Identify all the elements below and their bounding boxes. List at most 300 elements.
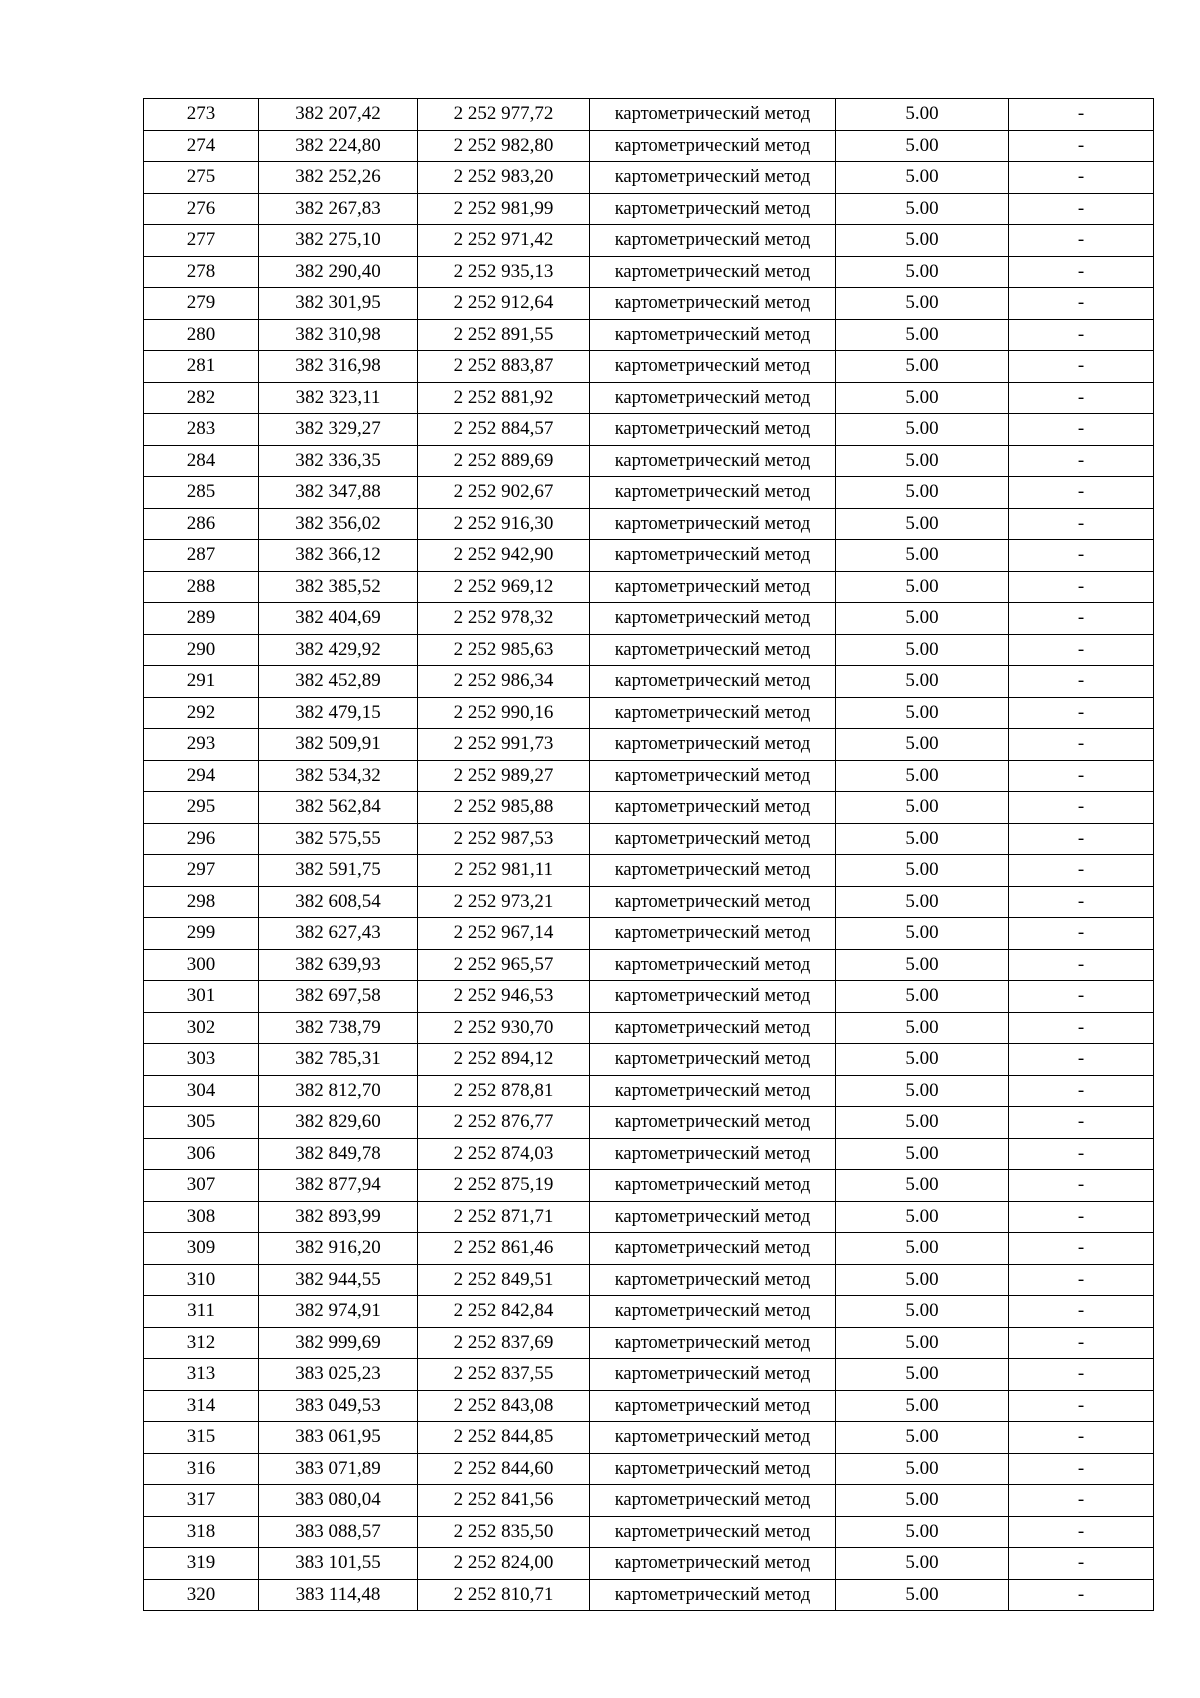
y-coordinate-cell: 2 252 841,56: [418, 1485, 590, 1517]
point-number-cell: 297: [144, 855, 259, 887]
note-cell: -: [1009, 1296, 1154, 1328]
table-row: [144, 729, 1154, 761]
note-cell: -: [1009, 697, 1154, 729]
method-cell: картометрический метод: [590, 193, 836, 225]
note-cell: -: [1009, 1044, 1154, 1076]
point-number-cell: 288: [144, 571, 259, 603]
x-coordinate-cell: 383 088,57: [259, 1516, 418, 1548]
method-cell: картометрический метод: [590, 855, 836, 887]
table-row: [144, 886, 1154, 918]
y-coordinate-cell: 2 252 874,03: [418, 1138, 590, 1170]
y-coordinate-cell: 2 252 824,00: [418, 1548, 590, 1580]
method-cell: картометрический метод: [590, 508, 836, 540]
method-cell: картометрический метод: [590, 1201, 836, 1233]
y-coordinate-cell: 2 252 875,19: [418, 1170, 590, 1202]
method-cell: картометрический метод: [590, 1327, 836, 1359]
accuracy-cell: 5.00: [836, 634, 1009, 666]
method-cell: картометрический метод: [590, 1170, 836, 1202]
x-coordinate-cell: 382 404,69: [259, 603, 418, 635]
table-row: [144, 351, 1154, 383]
table-row: [144, 1327, 1154, 1359]
point-number-cell: 320: [144, 1579, 259, 1611]
table-row: [144, 1296, 1154, 1328]
table-row: [144, 1201, 1154, 1233]
method-cell: картометрический метод: [590, 540, 836, 572]
x-coordinate-cell: 382 290,40: [259, 256, 418, 288]
note-cell: -: [1009, 130, 1154, 162]
note-cell: -: [1009, 823, 1154, 855]
x-coordinate-cell: 382 509,91: [259, 729, 418, 761]
table-row: [144, 193, 1154, 225]
table-row: [144, 1359, 1154, 1391]
note-cell: -: [1009, 792, 1154, 824]
point-number-cell: 295: [144, 792, 259, 824]
x-coordinate-cell: 383 025,23: [259, 1359, 418, 1391]
point-number-cell: 319: [144, 1548, 259, 1580]
point-number-cell: 274: [144, 130, 259, 162]
accuracy-cell: 5.00: [836, 1390, 1009, 1422]
y-coordinate-cell: 2 252 878,81: [418, 1075, 590, 1107]
accuracy-cell: 5.00: [836, 1138, 1009, 1170]
table-row: [144, 1264, 1154, 1296]
method-cell: картометрический метод: [590, 1264, 836, 1296]
accuracy-cell: 5.00: [836, 351, 1009, 383]
accuracy-cell: 5.00: [836, 1201, 1009, 1233]
y-coordinate-cell: 2 252 981,99: [418, 193, 590, 225]
point-number-cell: 312: [144, 1327, 259, 1359]
accuracy-cell: 5.00: [836, 792, 1009, 824]
table-row: [144, 162, 1154, 194]
y-coordinate-cell: 2 252 981,11: [418, 855, 590, 887]
table-row: [144, 571, 1154, 603]
method-cell: картометрический метод: [590, 949, 836, 981]
accuracy-cell: 5.00: [836, 130, 1009, 162]
x-coordinate-cell: 382 275,10: [259, 225, 418, 257]
point-number-cell: 296: [144, 823, 259, 855]
accuracy-cell: 5.00: [836, 1485, 1009, 1517]
accuracy-cell: 5.00: [836, 256, 1009, 288]
x-coordinate-cell: 382 252,26: [259, 162, 418, 194]
accuracy-cell: 5.00: [836, 99, 1009, 131]
accuracy-cell: 5.00: [836, 1296, 1009, 1328]
point-number-cell: 280: [144, 319, 259, 351]
table-row: [144, 855, 1154, 887]
note-cell: -: [1009, 760, 1154, 792]
y-coordinate-cell: 2 252 842,84: [418, 1296, 590, 1328]
point-number-cell: 273: [144, 99, 259, 131]
note-cell: -: [1009, 193, 1154, 225]
x-coordinate-cell: 382 323,11: [259, 382, 418, 414]
point-number-cell: 316: [144, 1453, 259, 1485]
accuracy-cell: 5.00: [836, 823, 1009, 855]
x-coordinate-cell: 382 452,89: [259, 666, 418, 698]
note-cell: -: [1009, 1579, 1154, 1611]
accuracy-cell: 5.00: [836, 319, 1009, 351]
accuracy-cell: 5.00: [836, 666, 1009, 698]
accuracy-cell: 5.00: [836, 918, 1009, 950]
method-cell: картометрический метод: [590, 760, 836, 792]
y-coordinate-cell: 2 252 985,63: [418, 634, 590, 666]
x-coordinate-cell: 382 697,58: [259, 981, 418, 1013]
y-coordinate-cell: 2 252 837,55: [418, 1359, 590, 1391]
y-coordinate-cell: 2 252 985,88: [418, 792, 590, 824]
note-cell: -: [1009, 918, 1154, 950]
method-cell: картометрический метод: [590, 1485, 836, 1517]
accuracy-cell: 5.00: [836, 1044, 1009, 1076]
accuracy-cell: 5.00: [836, 886, 1009, 918]
table-row: [144, 130, 1154, 162]
note-cell: -: [1009, 414, 1154, 446]
x-coordinate-cell: 382 893,99: [259, 1201, 418, 1233]
table-row: [144, 414, 1154, 446]
note-cell: -: [1009, 1453, 1154, 1485]
accuracy-cell: 5.00: [836, 1233, 1009, 1265]
note-cell: -: [1009, 477, 1154, 509]
point-number-cell: 302: [144, 1012, 259, 1044]
x-coordinate-cell: 382 627,43: [259, 918, 418, 950]
table-row: [144, 99, 1154, 131]
y-coordinate-cell: 2 252 843,08: [418, 1390, 590, 1422]
method-cell: картометрический метод: [590, 571, 836, 603]
method-cell: картометрический метод: [590, 792, 836, 824]
y-coordinate-cell: 2 252 810,71: [418, 1579, 590, 1611]
accuracy-cell: 5.00: [836, 1107, 1009, 1139]
x-coordinate-cell: 382 366,12: [259, 540, 418, 572]
accuracy-cell: 5.00: [836, 1264, 1009, 1296]
y-coordinate-cell: 2 252 973,21: [418, 886, 590, 918]
note-cell: -: [1009, 1485, 1154, 1517]
accuracy-cell: 5.00: [836, 540, 1009, 572]
method-cell: картометрический метод: [590, 477, 836, 509]
point-number-cell: 298: [144, 886, 259, 918]
point-number-cell: 307: [144, 1170, 259, 1202]
table-row: [144, 1138, 1154, 1170]
accuracy-cell: 5.00: [836, 1579, 1009, 1611]
table-row: [144, 603, 1154, 635]
note-cell: -: [1009, 949, 1154, 981]
table-row: [144, 225, 1154, 257]
method-cell: картометрический метод: [590, 886, 836, 918]
point-number-cell: 287: [144, 540, 259, 572]
point-number-cell: 300: [144, 949, 259, 981]
accuracy-cell: 5.00: [836, 288, 1009, 320]
point-number-cell: 283: [144, 414, 259, 446]
y-coordinate-cell: 2 252 844,85: [418, 1422, 590, 1454]
y-coordinate-cell: 2 252 990,16: [418, 697, 590, 729]
y-coordinate-cell: 2 252 916,30: [418, 508, 590, 540]
y-coordinate-cell: 2 252 849,51: [418, 1264, 590, 1296]
point-number-cell: 294: [144, 760, 259, 792]
note-cell: -: [1009, 162, 1154, 194]
x-coordinate-cell: 382 738,79: [259, 1012, 418, 1044]
table-row: [144, 508, 1154, 540]
point-number-cell: 305: [144, 1107, 259, 1139]
y-coordinate-cell: 2 252 881,92: [418, 382, 590, 414]
point-number-cell: 308: [144, 1201, 259, 1233]
point-number-cell: 299: [144, 918, 259, 950]
point-number-cell: 291: [144, 666, 259, 698]
table-row: [144, 1422, 1154, 1454]
accuracy-cell: 5.00: [836, 1516, 1009, 1548]
accuracy-cell: 5.00: [836, 760, 1009, 792]
coordinates-table: [143, 98, 1154, 1611]
point-number-cell: 292: [144, 697, 259, 729]
note-cell: -: [1009, 256, 1154, 288]
note-cell: -: [1009, 855, 1154, 887]
y-coordinate-cell: 2 252 946,53: [418, 981, 590, 1013]
note-cell: -: [1009, 351, 1154, 383]
x-coordinate-cell: 382 829,60: [259, 1107, 418, 1139]
x-coordinate-cell: 382 267,83: [259, 193, 418, 225]
note-cell: -: [1009, 729, 1154, 761]
method-cell: картометрический метод: [590, 1516, 836, 1548]
note-cell: -: [1009, 1233, 1154, 1265]
note-cell: -: [1009, 99, 1154, 131]
accuracy-cell: 5.00: [836, 1548, 1009, 1580]
accuracy-cell: 5.00: [836, 414, 1009, 446]
point-number-cell: 309: [144, 1233, 259, 1265]
point-number-cell: 315: [144, 1422, 259, 1454]
table-row: [144, 634, 1154, 666]
table-row: [144, 666, 1154, 698]
method-cell: картометрический метод: [590, 351, 836, 383]
x-coordinate-cell: 382 429,92: [259, 634, 418, 666]
note-cell: -: [1009, 445, 1154, 477]
y-coordinate-cell: 2 252 991,73: [418, 729, 590, 761]
table-row: [144, 319, 1154, 351]
x-coordinate-cell: 382 347,88: [259, 477, 418, 509]
x-coordinate-cell: 382 316,98: [259, 351, 418, 383]
accuracy-cell: 5.00: [836, 855, 1009, 887]
table-row: [144, 981, 1154, 1013]
y-coordinate-cell: 2 252 935,13: [418, 256, 590, 288]
point-number-cell: 313: [144, 1359, 259, 1391]
y-coordinate-cell: 2 252 891,55: [418, 319, 590, 351]
y-coordinate-cell: 2 252 835,50: [418, 1516, 590, 1548]
table-row: [144, 540, 1154, 572]
table-row: [144, 1233, 1154, 1265]
point-number-cell: 301: [144, 981, 259, 1013]
y-coordinate-cell: 2 252 942,90: [418, 540, 590, 572]
y-coordinate-cell: 2 252 965,57: [418, 949, 590, 981]
y-coordinate-cell: 2 252 884,57: [418, 414, 590, 446]
point-number-cell: 311: [144, 1296, 259, 1328]
x-coordinate-cell: 382 849,78: [259, 1138, 418, 1170]
method-cell: картометрический метод: [590, 1107, 836, 1139]
method-cell: картометрический метод: [590, 414, 836, 446]
y-coordinate-cell: 2 252 978,32: [418, 603, 590, 635]
note-cell: -: [1009, 571, 1154, 603]
note-cell: -: [1009, 1012, 1154, 1044]
y-coordinate-cell: 2 252 989,27: [418, 760, 590, 792]
accuracy-cell: 5.00: [836, 225, 1009, 257]
note-cell: -: [1009, 1107, 1154, 1139]
note-cell: -: [1009, 603, 1154, 635]
table-row: [144, 382, 1154, 414]
note-cell: -: [1009, 1201, 1154, 1233]
coordinates-table-body: [144, 99, 1154, 1611]
method-cell: картометрический метод: [590, 823, 836, 855]
point-number-cell: 310: [144, 1264, 259, 1296]
point-number-cell: 286: [144, 508, 259, 540]
note-cell: -: [1009, 508, 1154, 540]
method-cell: картометрический метод: [590, 1296, 836, 1328]
table-row: [144, 1170, 1154, 1202]
x-coordinate-cell: 382 608,54: [259, 886, 418, 918]
y-coordinate-cell: 2 252 983,20: [418, 162, 590, 194]
point-number-cell: 314: [144, 1390, 259, 1422]
accuracy-cell: 5.00: [836, 697, 1009, 729]
table-row: [144, 1548, 1154, 1580]
method-cell: картометрический метод: [590, 1359, 836, 1391]
y-coordinate-cell: 2 252 977,72: [418, 99, 590, 131]
y-coordinate-cell: 2 252 871,71: [418, 1201, 590, 1233]
y-coordinate-cell: 2 252 971,42: [418, 225, 590, 257]
y-coordinate-cell: 2 252 902,67: [418, 477, 590, 509]
accuracy-cell: 5.00: [836, 1422, 1009, 1454]
x-coordinate-cell: 382 356,02: [259, 508, 418, 540]
point-number-cell: 317: [144, 1485, 259, 1517]
x-coordinate-cell: 382 812,70: [259, 1075, 418, 1107]
table-row: [144, 918, 1154, 950]
x-coordinate-cell: 382 591,75: [259, 855, 418, 887]
table-row: [144, 1453, 1154, 1485]
table-row: [144, 823, 1154, 855]
x-coordinate-cell: 382 916,20: [259, 1233, 418, 1265]
x-coordinate-cell: 383 101,55: [259, 1548, 418, 1580]
x-coordinate-cell: 382 224,80: [259, 130, 418, 162]
x-coordinate-cell: 383 114,48: [259, 1579, 418, 1611]
accuracy-cell: 5.00: [836, 382, 1009, 414]
accuracy-cell: 5.00: [836, 981, 1009, 1013]
x-coordinate-cell: 382 329,27: [259, 414, 418, 446]
point-number-cell: 306: [144, 1138, 259, 1170]
x-coordinate-cell: 383 049,53: [259, 1390, 418, 1422]
x-coordinate-cell: 383 061,95: [259, 1422, 418, 1454]
point-number-cell: 290: [144, 634, 259, 666]
method-cell: картометрический метод: [590, 1012, 836, 1044]
table-row: [144, 949, 1154, 981]
point-number-cell: 289: [144, 603, 259, 635]
table-row: [144, 792, 1154, 824]
x-coordinate-cell: 382 479,15: [259, 697, 418, 729]
table-row: [144, 1516, 1154, 1548]
method-cell: картометрический метод: [590, 729, 836, 761]
point-number-cell: 303: [144, 1044, 259, 1076]
table-row: [144, 1485, 1154, 1517]
accuracy-cell: 5.00: [836, 162, 1009, 194]
x-coordinate-cell: 382 575,55: [259, 823, 418, 855]
accuracy-cell: 5.00: [836, 1012, 1009, 1044]
method-cell: картометрический метод: [590, 445, 836, 477]
method-cell: картометрический метод: [590, 99, 836, 131]
accuracy-cell: 5.00: [836, 1170, 1009, 1202]
method-cell: картометрический метод: [590, 162, 836, 194]
y-coordinate-cell: 2 252 986,34: [418, 666, 590, 698]
point-number-cell: 304: [144, 1075, 259, 1107]
table-row: [144, 1044, 1154, 1076]
method-cell: картометрический метод: [590, 697, 836, 729]
point-number-cell: 279: [144, 288, 259, 320]
x-coordinate-cell: 382 999,69: [259, 1327, 418, 1359]
method-cell: картометрический метод: [590, 225, 836, 257]
accuracy-cell: 5.00: [836, 193, 1009, 225]
x-coordinate-cell: 382 562,84: [259, 792, 418, 824]
table-row: [144, 288, 1154, 320]
method-cell: картометрический метод: [590, 288, 836, 320]
table-row: [144, 1107, 1154, 1139]
method-cell: картометрический метод: [590, 1422, 836, 1454]
method-cell: картометрический метод: [590, 256, 836, 288]
method-cell: картометрический метод: [590, 130, 836, 162]
y-coordinate-cell: 2 252 844,60: [418, 1453, 590, 1485]
x-coordinate-cell: 382 974,91: [259, 1296, 418, 1328]
accuracy-cell: 5.00: [836, 1075, 1009, 1107]
method-cell: картометрический метод: [590, 1233, 836, 1265]
accuracy-cell: 5.00: [836, 508, 1009, 540]
point-number-cell: 282: [144, 382, 259, 414]
y-coordinate-cell: 2 252 876,77: [418, 1107, 590, 1139]
x-coordinate-cell: 382 310,98: [259, 319, 418, 351]
accuracy-cell: 5.00: [836, 477, 1009, 509]
note-cell: -: [1009, 382, 1154, 414]
point-number-cell: 284: [144, 445, 259, 477]
note-cell: -: [1009, 1138, 1154, 1170]
x-coordinate-cell: 382 944,55: [259, 1264, 418, 1296]
table-row: [144, 1075, 1154, 1107]
accuracy-cell: 5.00: [836, 1327, 1009, 1359]
y-coordinate-cell: 2 252 912,64: [418, 288, 590, 320]
table-row: [144, 1012, 1154, 1044]
note-cell: -: [1009, 886, 1154, 918]
method-cell: картометрический метод: [590, 634, 836, 666]
y-coordinate-cell: 2 252 894,12: [418, 1044, 590, 1076]
y-coordinate-cell: 2 252 930,70: [418, 1012, 590, 1044]
method-cell: картометрический метод: [590, 382, 836, 414]
accuracy-cell: 5.00: [836, 1453, 1009, 1485]
note-cell: -: [1009, 540, 1154, 572]
point-number-cell: 281: [144, 351, 259, 383]
method-cell: картометрический метод: [590, 603, 836, 635]
table-row: [144, 256, 1154, 288]
note-cell: -: [1009, 319, 1154, 351]
note-cell: -: [1009, 1170, 1154, 1202]
accuracy-cell: 5.00: [836, 445, 1009, 477]
point-number-cell: 293: [144, 729, 259, 761]
y-coordinate-cell: 2 252 837,69: [418, 1327, 590, 1359]
x-coordinate-cell: 382 207,42: [259, 99, 418, 131]
table-row: [144, 445, 1154, 477]
method-cell: картометрический метод: [590, 918, 836, 950]
note-cell: -: [1009, 666, 1154, 698]
x-coordinate-cell: 382 785,31: [259, 1044, 418, 1076]
y-coordinate-cell: 2 252 987,53: [418, 823, 590, 855]
point-number-cell: 277: [144, 225, 259, 257]
note-cell: -: [1009, 288, 1154, 320]
method-cell: картометрический метод: [590, 1390, 836, 1422]
x-coordinate-cell: 382 301,95: [259, 288, 418, 320]
note-cell: -: [1009, 1359, 1154, 1391]
method-cell: картометрический метод: [590, 1075, 836, 1107]
method-cell: картометрический метод: [590, 319, 836, 351]
x-coordinate-cell: 382 639,93: [259, 949, 418, 981]
accuracy-cell: 5.00: [836, 949, 1009, 981]
note-cell: -: [1009, 1075, 1154, 1107]
point-number-cell: 275: [144, 162, 259, 194]
note-cell: -: [1009, 1264, 1154, 1296]
table-row: [144, 760, 1154, 792]
accuracy-cell: 5.00: [836, 729, 1009, 761]
